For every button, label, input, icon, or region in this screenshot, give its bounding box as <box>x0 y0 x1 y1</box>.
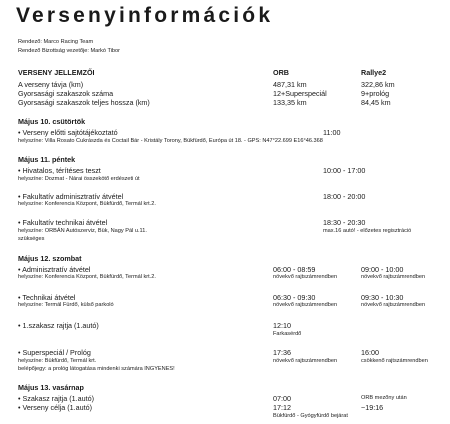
event-time-orb: 06:30 - 09:30 <box>273 293 316 302</box>
day-heading: Május 11. péntek <box>18 155 76 164</box>
char-row-label: Gyorsasági szakaszok száma <box>18 89 114 98</box>
event-time-orb: 17:12 <box>273 403 291 412</box>
event-title: • Fakultatív technikai átvétel <box>18 218 108 227</box>
char-row-rallye: 84,45 km <box>361 98 391 107</box>
event-order-orb: növekvő rajtszámrendben <box>273 274 338 280</box>
event-title: • Verseny előtti sajtótájékoztató <box>18 128 118 137</box>
event-time-orb: 07:00 <box>273 394 291 403</box>
event-time-orb: 06:00 - 08:59 <box>273 265 316 274</box>
event-time-rallye: 09:00 - 10:00 <box>361 265 404 274</box>
event-location: helyszíne: Dozmat - Nárai összekötő erdészeti út <box>18 176 140 182</box>
col-rallye-header: Rallye2 <box>361 68 387 77</box>
event-time-rallye: ~19:16 <box>361 403 384 412</box>
organizer: Rendező: Marco Racing Team <box>18 39 94 45</box>
event-time: 11:00 <box>323 128 341 137</box>
event-place: Bükfürdő - Gyógyfürdő bejárat <box>273 413 348 419</box>
event-location: helyszíne: Konferencia Központ, Bükfürdő, Termál krt.2. <box>18 201 156 207</box>
event-time: 18:30 - 20:30 <box>323 218 366 227</box>
event-order-rallye: növekvő rajtszámrendben <box>361 302 426 308</box>
event-location: helyszíne: Konferencia Központ, Bükfürdő, Termál krt.2. <box>18 274 156 280</box>
event-time: 12:10 <box>273 321 291 330</box>
event-title: • Verseny célja (1.autó) <box>18 403 93 412</box>
day-heading: Május 12. szombat <box>18 254 82 263</box>
characteristics-header: VERSENY JELLEMZŐI <box>18 68 95 77</box>
event-time: 10:00 - 17:00 <box>323 166 366 175</box>
event-title: • Superspeciál / Prológ <box>18 348 91 357</box>
char-row-orb: 487,31 km <box>273 80 307 89</box>
event-time-rallye: 16:00 <box>361 348 379 357</box>
event-title: • Technikai átvétel <box>18 293 76 302</box>
col-orb-header: ORB <box>273 68 289 77</box>
char-row-label: A verseny távja (km) <box>18 80 84 89</box>
event-ticket-note: belépőjegy: a prológ látogatása mindenki számára INGYENES! <box>18 366 175 372</box>
event-location: helyszíne: Termál Fürdő, külső parkoló <box>18 302 114 308</box>
event-location: helyszíne: Bükfürdő, Termál krt. <box>18 358 97 364</box>
char-row-rallye: 322,86 km <box>361 80 395 89</box>
char-row-orb: 12+Superspeciál <box>273 89 327 98</box>
event-order-rallye: csökkenő rajtszámrendben <box>361 358 428 364</box>
event-title: • Fakultatív adminisztratív átvétel <box>18 192 124 201</box>
event-order-orb: növekvő rajtszámrendben <box>273 302 338 308</box>
event-note: max.16 autó! - előzetes regisztráció <box>323 228 412 234</box>
page-title: Versenyinformációk <box>16 4 274 27</box>
event-place: Farkasérdő <box>273 331 302 337</box>
event-order-rallye: növekvő rajtszámrendben <box>361 274 426 280</box>
event-location: helyszíne: Villa Rosato Cukrászda és Coctail Bár - Kristály Torony, Bükfürdő, Európa út 18. - GPS: N47°22.699 E16°46.368 <box>18 138 323 144</box>
event-time-rallye: 09:30 - 10:30 <box>361 293 404 302</box>
event-location-cont: szükséges <box>18 236 45 242</box>
event-title: • Szakasz rajtja (1.autó) <box>18 394 95 403</box>
char-row-rallye: 9+prológ <box>361 89 390 98</box>
day-heading: Május 10. csütörtök <box>18 117 86 126</box>
event-title: • Hivatalos, térítéses teszt <box>18 166 101 175</box>
organizer-lead: Rendező Bizottság vezetője: Markó Tibor <box>18 48 120 54</box>
day-heading: Május 13. vasárnap <box>18 383 84 392</box>
event-location: helyszíne: ORBÁN Autószerviz, Bük, Nagy Pál u.11. <box>18 228 147 234</box>
char-row-orb: 133,35 km <box>273 98 307 107</box>
event-time-orb: 17:36 <box>273 348 291 357</box>
event-title: • 1.szakasz rajtja (1.autó) <box>18 321 99 330</box>
char-row-label: Gyorsasági szakaszok teljes hossza (km) <box>18 98 150 107</box>
event-title: • Adminisztratív átvétel <box>18 265 91 274</box>
event-time-rallye: ORB mezőny után <box>361 395 407 401</box>
event-time: 18:00 - 20:00 <box>323 192 366 201</box>
event-order-orb: növekvő rajtszámrendben <box>273 358 338 364</box>
